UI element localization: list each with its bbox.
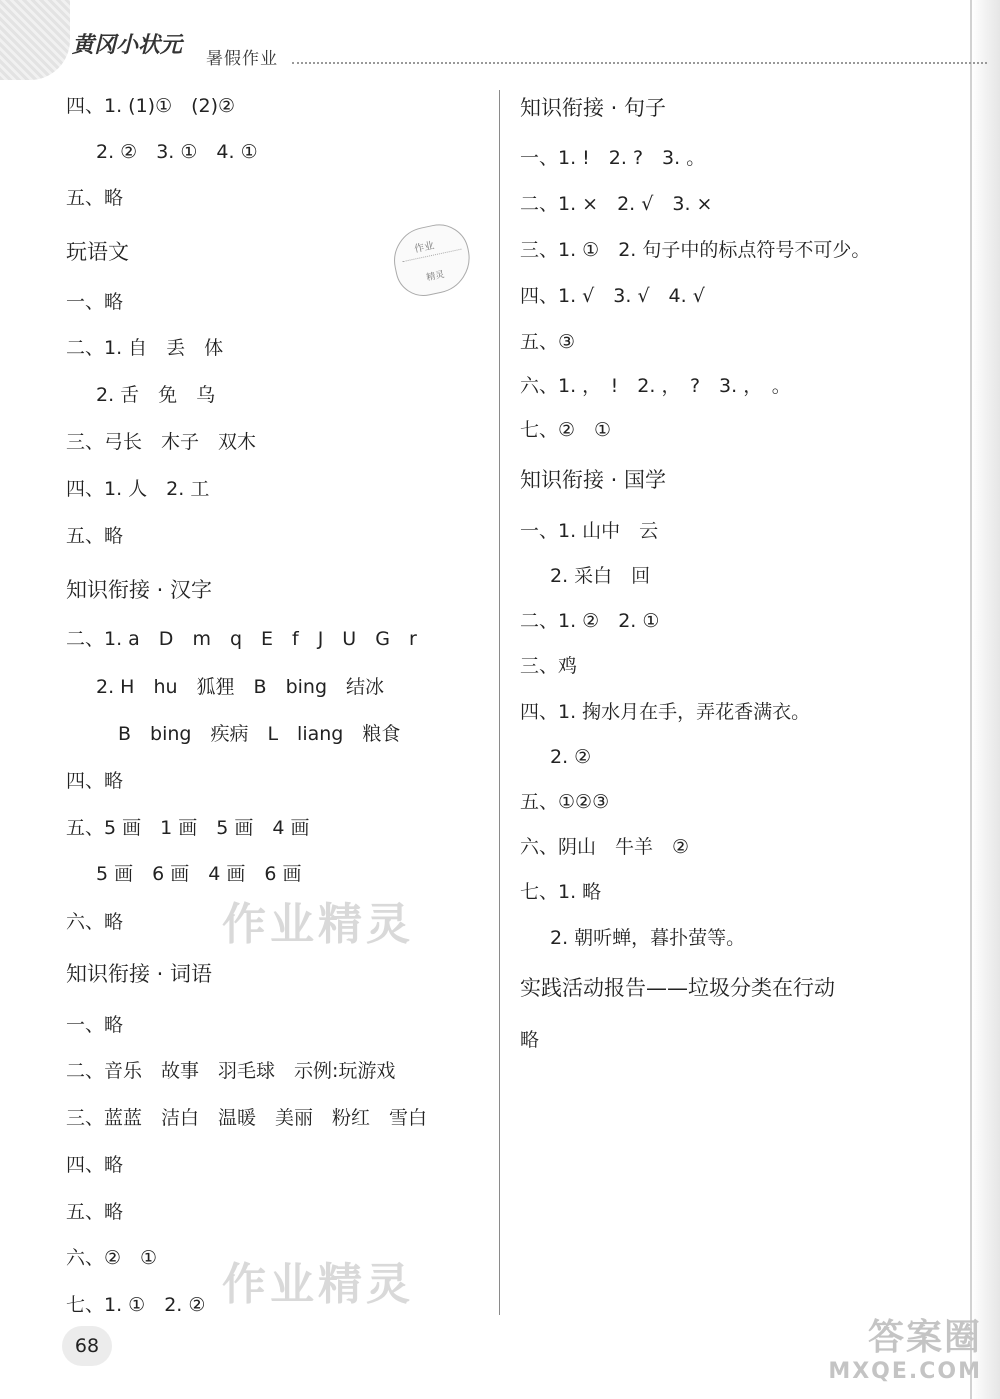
stamp-text-bottom: 精灵	[425, 269, 446, 284]
column-divider	[499, 90, 500, 1315]
answer-line: 七、② ①	[520, 419, 612, 441]
answer-line: 2. 朝听蝉，暮扑萤等。	[550, 927, 746, 949]
answer-line: 六、阴山 牛羊 ②	[520, 836, 690, 858]
answer-line: 一、略	[66, 1014, 124, 1036]
answer-line: 一、1. ! 2. ? 3. 。	[520, 147, 706, 169]
section-heading: 知识衔接 · 汉字	[66, 578, 213, 602]
answer-line: 七、1. 略	[520, 881, 602, 903]
answer-line: 六、略	[66, 911, 124, 933]
answer-line: 二、1. × 2. √ 3. ×	[520, 193, 713, 215]
answer-line: 二、1. ② 2. ①	[520, 610, 660, 632]
page-number: 68	[62, 1326, 112, 1366]
answer-line: 5 画 6 画 4 画 6 画	[96, 863, 302, 885]
page-title: 暑假作业	[206, 49, 278, 69]
answer-line: 六、② ①	[66, 1247, 158, 1269]
answer-line: 五、略	[66, 1201, 124, 1223]
answer-line: B bing 疾病 L liang 粮食	[118, 723, 401, 745]
answer-line: 二、音乐 故事 羽毛球 示例:玩游戏	[66, 1060, 396, 1082]
header-corner-decoration	[0, 0, 70, 80]
answer-line: 三、蓝蓝 洁白 温暖 美丽 粉红 雪白	[66, 1107, 428, 1129]
answer-line: 四、1. √ 3. √ 4. √	[520, 285, 705, 307]
section-heading: 知识衔接 · 句子	[520, 96, 667, 120]
answer-line: 2. H hu 狐狸 B bing 结冰	[96, 676, 385, 698]
answer-line: 四、1. 掬水月在手，弄花香满衣。	[520, 701, 811, 723]
answer-line: 四、略	[66, 770, 124, 792]
brand-logo: 黄冈小状元	[72, 32, 183, 58]
answer-line: 2. 采白 回	[550, 565, 651, 587]
stamp-seal	[388, 219, 476, 301]
answer-line: 五、略	[66, 187, 124, 209]
answer-line: 三、1. ① 2. 句子中的标点符号不可少。	[520, 239, 871, 261]
answer-line: 一、略	[66, 291, 124, 313]
answer-line: 二、1. a D m q E f J U G r	[66, 628, 417, 650]
torn-page-edge	[970, 0, 1000, 1399]
answer-line: 七、1. ① 2. ②	[66, 1294, 206, 1316]
stamp-text-top: 作业	[413, 240, 436, 256]
corner-watermark-text: 答案圈	[867, 1317, 982, 1358]
header-dotted-rule	[292, 62, 987, 64]
answer-line: 三、弓长 木子 双木	[66, 431, 257, 453]
answer-line: 四、1. (1)① (2)②	[66, 95, 236, 117]
watermark: 作业精灵	[222, 899, 414, 950]
answer-line: 二、1. 自 丢 体	[66, 337, 224, 359]
corner-watermark-url: MXQE.COM	[828, 1359, 982, 1384]
answer-line: 五、③	[520, 331, 576, 353]
answer-line: 四、1. 人 2. 工	[66, 478, 210, 500]
answer-line: 四、略	[66, 1154, 124, 1176]
answer-line: 六、1. ， ! 2. ， ? 3. ， 。	[520, 375, 791, 397]
section-heading: 实践活动报告——垃圾分类在行动	[520, 976, 835, 1000]
watermark: 作业精灵	[222, 1259, 414, 1310]
answer-line: 五、5 画 1 画 5 画 4 画	[66, 817, 310, 839]
answer-line: 2. 舌 免 乌	[96, 384, 216, 406]
answer-line: 三、鸡	[520, 655, 578, 677]
corner-watermark	[828, 1317, 982, 1385]
section-heading: 知识衔接 · 词语	[66, 962, 213, 986]
answer-line: 2. ②	[550, 746, 592, 768]
answer-line: 一、1. 山中 云	[520, 520, 659, 542]
answer-line: 2. ② 3. ① 4. ①	[96, 141, 258, 163]
section-heading: 玩语文	[66, 240, 129, 264]
answer-line: 五、略	[66, 525, 124, 547]
answer-line: 五、①②③	[520, 791, 610, 813]
section-heading: 知识衔接 · 国学	[520, 468, 667, 492]
answer-line: 略	[520, 1029, 540, 1051]
